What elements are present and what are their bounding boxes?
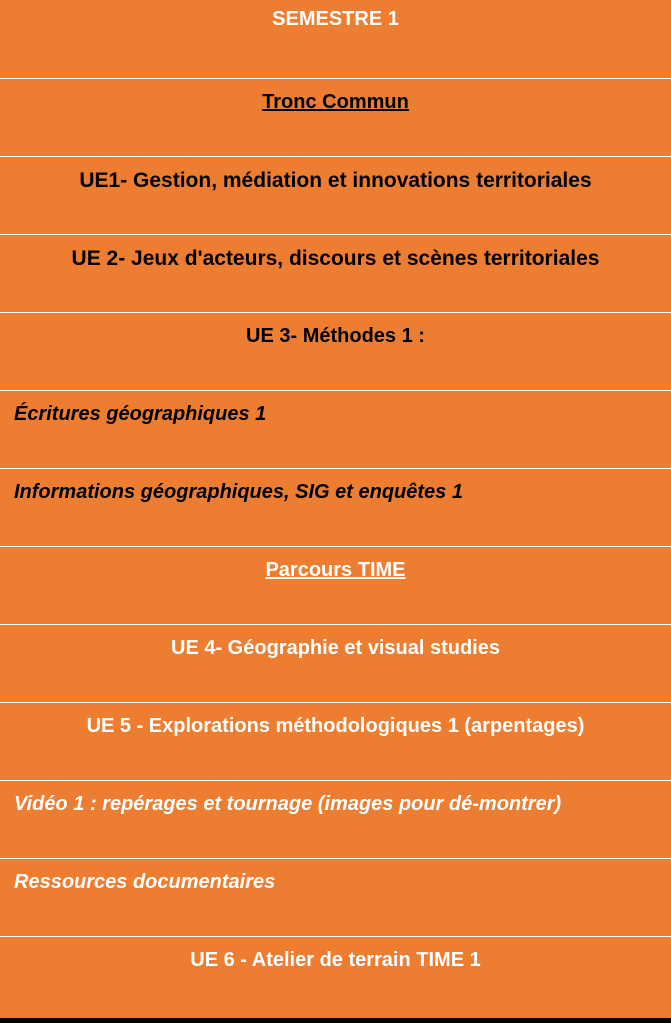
ue3-item-informations: Informations géographiques, SIG et enquêtes 1 [0, 468, 671, 546]
table-row [0, 624, 671, 702]
table-row [0, 156, 671, 234]
tronc-commun-heading-cell [0, 78, 671, 156]
ue5-item-video: Vidéo 1 : repérages et tournage (images pour dé-montrer) [0, 780, 671, 858]
semester-title: SEMESTRE 1 [272, 8, 399, 30]
table-row [0, 702, 671, 780]
table-row [0, 234, 671, 312]
parcours-time-heading-cell [0, 546, 671, 624]
ue5-item-ressources: Ressources documentaires [0, 858, 671, 936]
ue4-title: UE 4- Géographie et visual studies [0, 624, 671, 702]
table-row [0, 468, 671, 546]
tronc-commun-heading: Tronc Commun [262, 90, 409, 113]
table-row [0, 780, 671, 858]
ue1-title: UE1- Gestion, médiation et innovations territoriales [0, 156, 671, 234]
parcours-time-heading: Parcours TIME [265, 558, 406, 581]
ue6-title: UE 6 - Atelier de terrain TIME 1 [0, 936, 671, 1014]
table-row [0, 312, 671, 390]
ue3-item-ecritures: Écritures géographiques 1 [0, 390, 671, 468]
table-row [0, 858, 671, 936]
ue5-title: UE 5 - Explorations méthodologiques 1 (arpentages) [0, 702, 671, 780]
table-row [0, 0, 671, 78]
ue2-title: UE 2- Jeux d'acteurs, discours et scènes territoriales [0, 234, 671, 312]
table-row [0, 936, 671, 1014]
table-row [0, 78, 671, 156]
table-row [0, 546, 671, 624]
ue3-title: UE 3- Méthodes 1 : [0, 312, 671, 390]
table-row [0, 390, 671, 468]
